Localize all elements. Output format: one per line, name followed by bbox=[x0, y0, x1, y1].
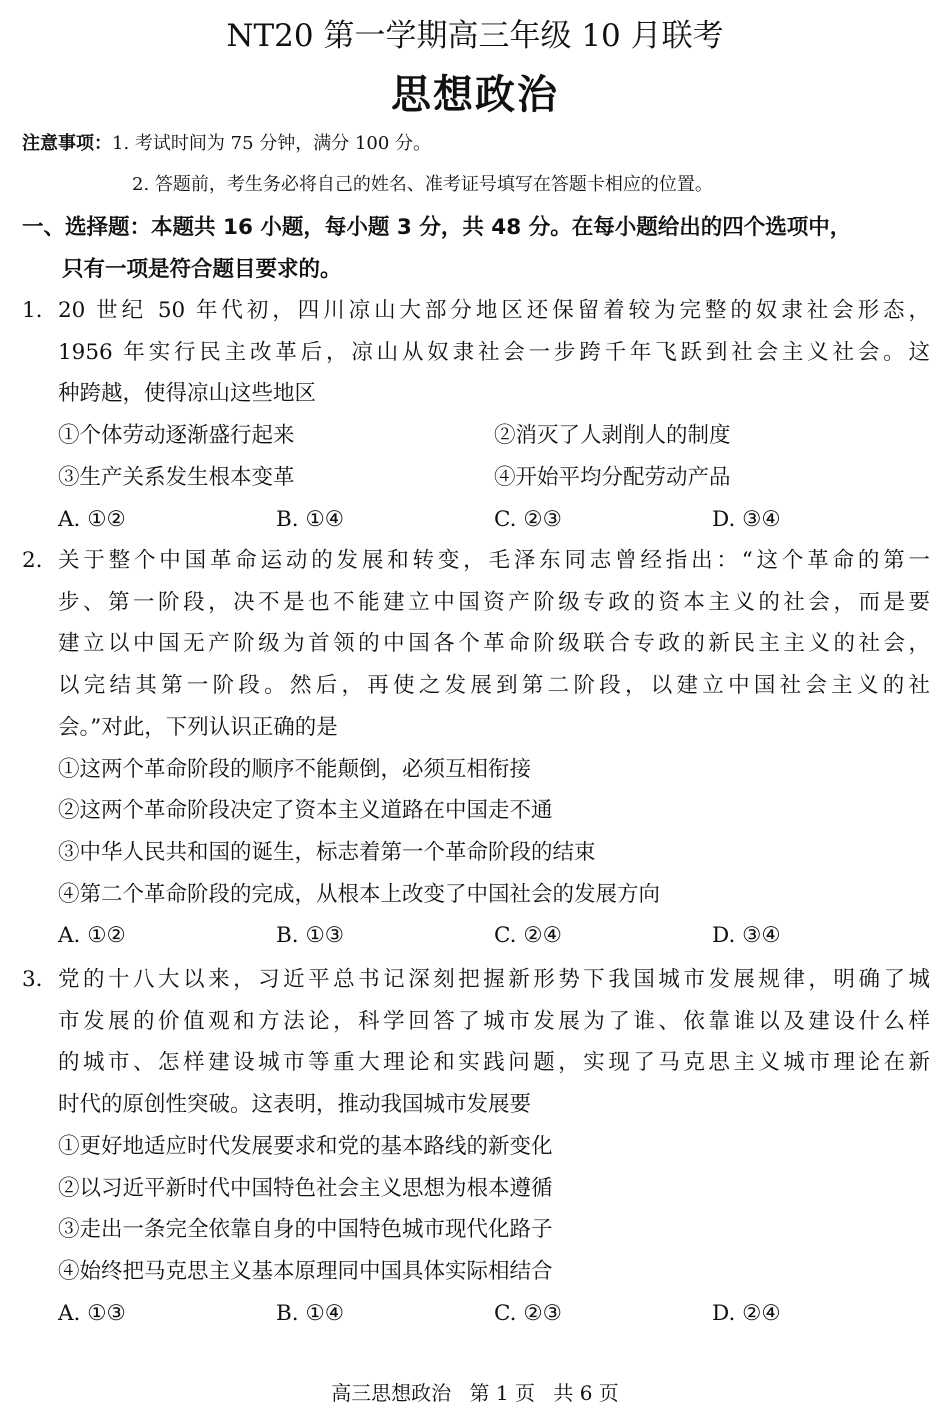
option-a: A. ①② bbox=[58, 923, 126, 949]
option-c: C. ②③ bbox=[494, 1300, 562, 1326]
question-stem-text: 的城市、怎样建设城市等重大理论和实践问题，实现了马克思主义城市理论在新 bbox=[58, 1050, 930, 1076]
question-2 bbox=[22, 540, 930, 957]
section-heading-line: 一、选择题：本题共 16 小题，每小题 3 分，共 48 分。在每小题给出的四个选项中， bbox=[22, 215, 852, 240]
notice-item: 1. 考试时间为 75 分钟，满分 100 分。 bbox=[112, 133, 432, 154]
question-stem-line bbox=[22, 582, 930, 624]
question-stem-line bbox=[22, 1042, 930, 1084]
statement: ③中华人民共和国的诞生，标志着第一个革命阶段的结束 bbox=[58, 839, 596, 865]
question-stem-text: 市发展的价值观和方法论，科学回答了城市发展为了谁、依靠谁以及建设什么样 bbox=[58, 1008, 930, 1034]
option-b: B. ①③ bbox=[276, 923, 345, 949]
options-row bbox=[22, 499, 930, 541]
option-d: D. ②④ bbox=[712, 1300, 781, 1326]
notice-label: 注意事项： bbox=[22, 133, 112, 154]
statement: ③生产关系发生根本变革 bbox=[58, 464, 295, 490]
footer-total-pages: 共 6 页 bbox=[553, 1381, 619, 1405]
statement: ②以习近平新时代中国特色社会主义思想为根本遵循 bbox=[58, 1175, 553, 1201]
footer-subject: 高三思想政治 bbox=[331, 1381, 452, 1405]
option-b: B. ①④ bbox=[276, 1300, 345, 1326]
question-stem-text: 关于整个中国革命运动的发展和转变，毛泽东同志曾经指出：“这个革命的第一 bbox=[58, 548, 930, 573]
question-number: 2. bbox=[22, 548, 43, 573]
question-stem-line bbox=[22, 540, 930, 582]
option-c: C. ②③ bbox=[494, 506, 562, 532]
option-a: A. ①③ bbox=[58, 1300, 126, 1326]
statement: ②消灭了人剥削人的制度 bbox=[494, 423, 731, 449]
section-heading bbox=[22, 207, 934, 291]
question-stem-text: 建立以中国无产阶级为首领的中国各个革命阶级联合专政的新民主主义的社会， bbox=[58, 631, 930, 657]
question-stem-text: 20 世纪 50 年代初，四川凉山大部分地区还保留着较为完整的奴隶社会形态， bbox=[58, 298, 930, 323]
statement: ④第二个革命阶段的完成，从根本上改变了中国社会的发展方向 bbox=[58, 881, 661, 907]
statement: ①个体劳动逐渐盛行起来 bbox=[58, 423, 295, 449]
statement-row bbox=[22, 457, 930, 499]
option-b: B. ①④ bbox=[276, 506, 345, 532]
question-3 bbox=[22, 959, 930, 1334]
question-stem-text: 以完结其第一阶段。然后，再使之发展到第二阶段，以建立中国社会主义的社 bbox=[58, 673, 930, 699]
notice-line-1 bbox=[22, 131, 431, 157]
question-stem-text: 种跨越，使得凉山这些地区 bbox=[58, 381, 317, 407]
subject-title: 思想政治 bbox=[391, 71, 559, 118]
statement-row bbox=[22, 415, 930, 457]
notice-item: 2. 答题前，考生务必将自己的姓名、准考证号填写在答题卡相应的位置。 bbox=[132, 174, 713, 195]
option-c: C. ②④ bbox=[494, 923, 562, 949]
statement: ③走出一条完全依靠自身的中国特色城市现代化路子 bbox=[58, 1217, 553, 1243]
question-stem-line bbox=[22, 623, 930, 665]
question-stem-text: 步、第一阶段，决不是也不能建立中国资产阶级专政的资本主义的社会，而是要 bbox=[58, 589, 930, 615]
statement: ④始终把马克思主义基本原理同中国具体实际相结合 bbox=[58, 1258, 553, 1284]
option-d: D. ③④ bbox=[712, 506, 781, 532]
question-stem-line bbox=[22, 665, 930, 707]
statement: ①这两个革命阶段的顺序不能颠倒，必须互相衔接 bbox=[58, 756, 532, 782]
question-stem-text: 会。”对此，下列认识正确的是 bbox=[58, 714, 338, 740]
question-stem-line bbox=[22, 290, 930, 332]
options-row bbox=[22, 915, 930, 957]
question-number: 1. bbox=[22, 298, 43, 323]
question-stem-line bbox=[22, 707, 930, 749]
notice-line-2 bbox=[132, 172, 713, 198]
question-stem-line bbox=[22, 1001, 930, 1043]
question-stem-line bbox=[22, 373, 930, 415]
option-d: D. ③④ bbox=[712, 923, 781, 949]
question-stem-line bbox=[22, 332, 930, 374]
question-1 bbox=[22, 290, 930, 540]
statement: ①更好地适应时代发展要求和党的基本路线的新变化 bbox=[58, 1133, 553, 1159]
option-a: A. ①② bbox=[58, 506, 126, 532]
question-stem-text: 党的十八大以来，习近平总书记深刻把握新形势下我国城市发展规律，明确了城 bbox=[58, 967, 930, 992]
footer-page-number: 第 1 页 bbox=[469, 1381, 535, 1405]
question-stem-text: 1956 年实行民主改革后，凉山从奴隶社会一步跨千年飞跃到社会主义社会。这 bbox=[58, 339, 930, 365]
page-footer bbox=[0, 1378, 950, 1408]
statement: ②这两个革命阶段决定了资本主义道路在中国走不通 bbox=[58, 798, 553, 824]
question-stem-line bbox=[22, 1084, 930, 1126]
question-number: 3. bbox=[22, 967, 43, 992]
statement: ④开始平均分配劳动产品 bbox=[494, 464, 731, 490]
options-row bbox=[22, 1293, 930, 1335]
section-heading-line: 只有一项是符合题目要求的。 bbox=[62, 257, 342, 282]
question-stem-text: 时代的原创性突破。这表明，推动我国城市发展要 bbox=[58, 1092, 532, 1118]
exam-title: NT20 第一学期高三年级 10 月联考 bbox=[226, 18, 724, 54]
question-stem-line bbox=[22, 959, 930, 1001]
